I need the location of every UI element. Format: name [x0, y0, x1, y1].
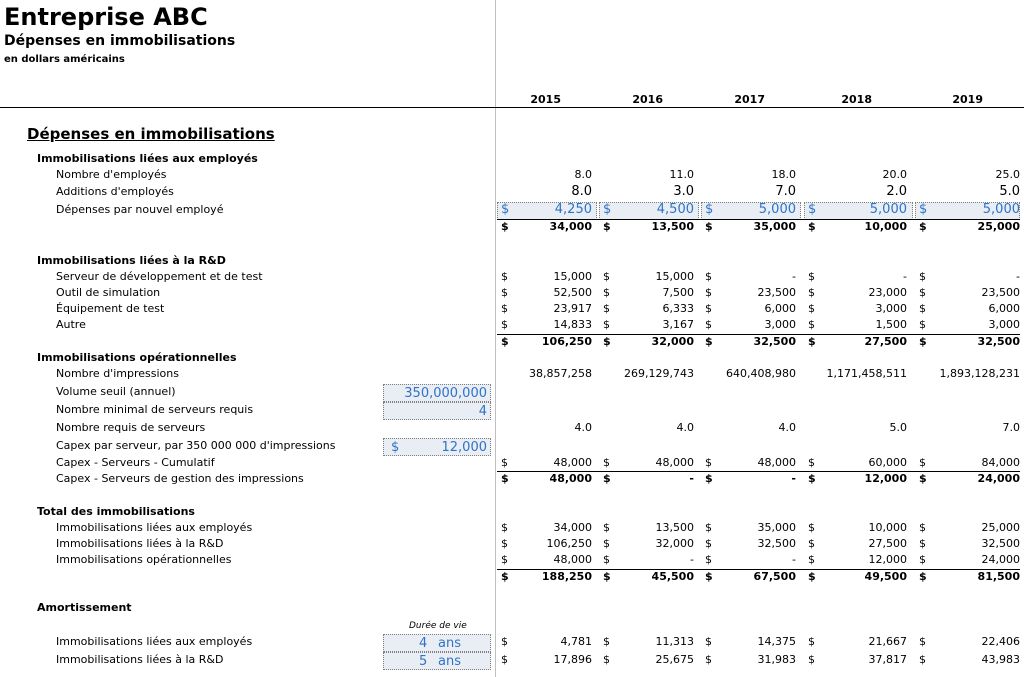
currency-symbol: $: [808, 653, 815, 666]
currency-symbol: $: [603, 456, 610, 469]
cell-value: -: [792, 553, 796, 566]
duree-rd-value: 5: [419, 654, 428, 669]
cell-value: 6,333: [662, 302, 694, 315]
report-subtitle: Dépenses en immobilisations: [4, 33, 236, 49]
currency-symbol: $: [808, 302, 815, 315]
section-title: Dépenses en immobilisations: [27, 125, 275, 143]
currency-symbol: $: [501, 335, 509, 348]
currency-symbol: $: [705, 635, 712, 648]
cell-value: 23,000: [868, 286, 907, 299]
cell-value: 15,000: [655, 270, 694, 283]
cell-value: 4,781: [560, 635, 592, 648]
currency-symbol: $: [603, 286, 610, 299]
cell-value: 5,000: [758, 202, 796, 217]
currency-symbol: $: [808, 521, 815, 534]
cell-value: 48,000: [757, 456, 796, 469]
cell-value: 24,000: [977, 472, 1020, 485]
currency-symbol: $: [808, 202, 817, 217]
cell-value: 1,171,458,511: [826, 367, 907, 380]
currency-symbol: $: [808, 318, 815, 331]
cell-value: 22,406: [981, 635, 1020, 648]
currency-symbol: $: [808, 270, 815, 283]
duree-employes-input[interactable]: [383, 634, 491, 652]
currency-symbol: $: [808, 335, 816, 348]
cell-value: 32,500: [977, 335, 1020, 348]
cell-value: 4.0: [574, 421, 592, 434]
cell-value: 106,250: [546, 537, 592, 550]
cell-value: 3.0: [673, 184, 694, 199]
currency-symbol: $: [501, 456, 508, 469]
currency-symbol: $: [501, 318, 508, 331]
currency-symbol: $: [919, 521, 926, 534]
currency-symbol: $: [808, 220, 816, 233]
cell-value: 27,500: [868, 537, 907, 550]
row-label: Dépenses par nouvel employé: [56, 203, 224, 216]
currency-symbol: $: [705, 570, 713, 583]
cell-value: 23,917: [553, 302, 592, 315]
cell-value: 12,000: [868, 553, 907, 566]
cell-value: 35,000: [753, 220, 796, 233]
cell-value: 1,893,128,231: [939, 367, 1020, 380]
currency-symbol: $: [705, 653, 712, 666]
currency-symbol: $: [705, 220, 713, 233]
cell-value: 32,000: [655, 537, 694, 550]
cell-value: 10,000: [864, 220, 907, 233]
cell-value: 4.0: [778, 421, 796, 434]
currency-symbol: $: [603, 202, 612, 217]
cell-value: 5.0: [889, 421, 907, 434]
currency-symbol: $: [808, 570, 816, 583]
row-label: Immobilisations liées aux employés: [56, 521, 253, 534]
duree-rd-unit: ans: [438, 654, 461, 669]
currency-symbol: $: [808, 635, 815, 648]
units-label: en dollars américains: [4, 54, 125, 65]
duree-rd-input[interactable]: [383, 652, 491, 670]
cell-value: 38,857,258: [529, 367, 592, 380]
cell-value: 20.0: [882, 168, 907, 181]
currency-symbol: $: [501, 286, 508, 299]
cell-value: 6,000: [764, 302, 796, 315]
currency-symbol: $: [603, 220, 611, 233]
currency-symbol: $: [501, 220, 509, 233]
cell-value: 12,000: [864, 472, 907, 485]
capex-serveur-currency: $: [391, 440, 400, 455]
currency-symbol: $: [501, 635, 508, 648]
row-header: Immobilisations liées aux employés: [37, 152, 258, 165]
column-divider: [495, 0, 496, 677]
cell-value: 21,667: [868, 635, 907, 648]
cell-value: 5,000: [982, 202, 1020, 217]
cell-value: -: [1016, 270, 1020, 283]
currency-symbol: $: [808, 537, 815, 550]
cell-value: -: [689, 472, 694, 485]
currency-symbol: $: [501, 521, 508, 534]
cell-value: 269,129,743: [624, 367, 694, 380]
cell-value: 43,983: [981, 653, 1020, 666]
cell-value: 49,500: [864, 570, 907, 583]
cell-value: 11.0: [669, 168, 694, 181]
row-header: Amortissement: [37, 601, 132, 614]
currency-symbol: $: [603, 270, 610, 283]
cell-value: 45,500: [651, 570, 694, 583]
currency-symbol: $: [501, 653, 508, 666]
row-label: Immobilisations liées à la R&D: [56, 537, 224, 550]
currency-symbol: $: [919, 553, 926, 566]
min-serveurs-input[interactable]: [383, 402, 491, 420]
cell-value: 10,000: [868, 521, 907, 534]
cell-value: -: [903, 270, 907, 283]
volume-seuil-input[interactable]: [383, 384, 491, 402]
cell-value: 11,313: [655, 635, 694, 648]
cell-value: 188,250: [541, 570, 592, 583]
cell-value: 25.0: [995, 168, 1020, 181]
cell-value: 31,983: [757, 653, 796, 666]
cell-value: 52,500: [553, 286, 592, 299]
cell-value: 1,500: [875, 318, 907, 331]
cell-value: 15,000: [553, 270, 592, 283]
row-label: Équipement de test: [56, 302, 165, 315]
currency-symbol: $: [603, 635, 610, 648]
currency-symbol: $: [603, 537, 610, 550]
cell-value: 60,000: [868, 456, 907, 469]
cell-value: 37,817: [868, 653, 907, 666]
row-label: Nombre d'impressions: [56, 367, 179, 380]
currency-symbol: $: [919, 220, 927, 233]
currency-symbol: $: [919, 635, 926, 648]
cell-value: 5.0: [999, 184, 1020, 199]
currency-symbol: $: [919, 653, 926, 666]
row-label: Capex par serveur, par 350 000 000 d'impressions: [56, 439, 336, 452]
cell-value: 14,833: [553, 318, 592, 331]
row-label: Capex - Serveurs - Cumulatif: [56, 456, 215, 469]
cell-value: 2.0: [886, 184, 907, 199]
row-label: Serveur de développement et de test: [56, 270, 263, 283]
currency-symbol: $: [808, 472, 816, 485]
cell-value: 32,000: [651, 335, 694, 348]
currency-symbol: $: [705, 456, 712, 469]
cell-value: 7,500: [662, 286, 694, 299]
cell-value: -: [792, 270, 796, 283]
cell-value: 13,500: [651, 220, 694, 233]
cell-value: 23,500: [981, 286, 1020, 299]
currency-symbol: $: [603, 318, 610, 331]
cell-value: 4.0: [676, 421, 694, 434]
cell-value: 32,500: [753, 335, 796, 348]
cell-value: 84,000: [981, 456, 1020, 469]
currency-symbol: $: [919, 537, 926, 550]
currency-symbol: $: [603, 521, 610, 534]
cell-value: 7.0: [775, 184, 796, 199]
cell-value: 8.0: [574, 168, 592, 181]
year-2018: 2018: [841, 93, 872, 106]
row-label: Outil de simulation: [56, 286, 161, 299]
cell-value: 25,000: [981, 521, 1020, 534]
cell-value: 25,000: [977, 220, 1020, 233]
cell-value: -: [690, 553, 694, 566]
cell-value: 81,500: [977, 570, 1020, 583]
currency-symbol: $: [919, 302, 926, 315]
row-label: Nombre minimal de serveurs requis: [56, 403, 254, 416]
cell-value: 32,500: [757, 537, 796, 550]
cell-value: 34,000: [549, 220, 592, 233]
row-header: Immobilisations liées à la R&D: [37, 254, 226, 267]
cell-value: 14,375: [757, 635, 796, 648]
duree-employes-value: 4: [419, 636, 428, 651]
row-label: Additions d'employés: [56, 185, 174, 198]
duree-header: Durée de vie: [409, 621, 467, 631]
currency-symbol: $: [919, 270, 926, 283]
cell-value: 48,000: [553, 553, 592, 566]
cell-value: 48,000: [553, 456, 592, 469]
row-label: Nombre d'employés: [56, 168, 167, 181]
currency-symbol: $: [808, 286, 815, 299]
currency-symbol: $: [603, 653, 610, 666]
currency-symbol: $: [705, 318, 712, 331]
year-2019: 2019: [952, 93, 983, 106]
currency-symbol: $: [919, 318, 926, 331]
year-2015: 2015: [530, 93, 561, 106]
currency-symbol: $: [705, 553, 712, 566]
currency-symbol: $: [919, 570, 927, 583]
cell-value: 24,000: [981, 553, 1020, 566]
currency-symbol: $: [705, 472, 713, 485]
row-label: Immobilisations liées aux employés: [56, 635, 253, 648]
volume-seuil-value: 350,000,000: [404, 386, 487, 401]
currency-symbol: $: [501, 553, 508, 566]
cell-value: 67,500: [753, 570, 796, 583]
currency-symbol: $: [705, 286, 712, 299]
cell-value: 48,000: [655, 456, 694, 469]
currency-symbol: $: [603, 570, 611, 583]
header-underline: [0, 107, 1024, 108]
row-label: Immobilisations opérationnelles: [56, 553, 232, 566]
currency-symbol: $: [808, 553, 815, 566]
currency-symbol: $: [919, 335, 927, 348]
capex-serveur-input[interactable]: [383, 438, 491, 456]
currency-symbol: $: [501, 537, 508, 550]
currency-symbol: $: [603, 335, 611, 348]
cell-value: 8.0: [571, 184, 592, 199]
row-header: Immobilisations opérationnelles: [37, 351, 237, 364]
cell-value: 3,000: [764, 318, 796, 331]
cell-value: 6,000: [988, 302, 1020, 315]
year-2016: 2016: [632, 93, 663, 106]
currency-symbol: $: [603, 472, 611, 485]
currency-symbol: $: [705, 270, 712, 283]
cell-value: 27,500: [864, 335, 907, 348]
company-title: Entreprise ABC: [4, 3, 208, 31]
cell-value: 106,250: [541, 335, 592, 348]
currency-symbol: $: [919, 456, 926, 469]
cell-value: 17,896: [553, 653, 592, 666]
duree-employes-unit: ans: [438, 636, 461, 651]
currency-symbol: $: [919, 472, 927, 485]
cell-value: 34,000: [553, 521, 592, 534]
cell-value: 4,500: [656, 202, 694, 217]
cell-value: 18.0: [771, 168, 796, 181]
currency-symbol: $: [501, 570, 509, 583]
min-serveurs-value: 4: [478, 404, 487, 419]
cell-value: -: [791, 472, 796, 485]
currency-symbol: $: [501, 302, 508, 315]
currency-symbol: $: [705, 302, 712, 315]
currency-symbol: $: [603, 302, 610, 315]
currency-symbol: $: [705, 335, 713, 348]
currency-symbol: $: [808, 456, 815, 469]
currency-symbol: $: [705, 537, 712, 550]
cell-value: 3,000: [988, 318, 1020, 331]
row-label: Autre: [56, 318, 86, 331]
cell-value: 25,675: [655, 653, 694, 666]
currency-symbol: $: [501, 472, 509, 485]
cell-value: 32,500: [981, 537, 1020, 550]
row-label: Volume seuil (annuel): [56, 385, 176, 398]
cell-value: 7.0: [1002, 421, 1020, 434]
cell-value: 5,000: [869, 202, 907, 217]
capex-serveur-value: 12,000: [441, 440, 487, 455]
currency-symbol: $: [603, 553, 610, 566]
row-label: Immobilisations liées à la R&D: [56, 653, 224, 666]
row-header: Total des immobilisations: [37, 505, 195, 518]
row-label: Nombre requis de serveurs: [56, 421, 206, 434]
currency-symbol: $: [501, 202, 510, 217]
currency-symbol: $: [705, 202, 714, 217]
currency-symbol: $: [705, 521, 712, 534]
cell-value: 3,000: [875, 302, 907, 315]
cell-value: 23,500: [757, 286, 796, 299]
cell-value: 4,250: [554, 202, 592, 217]
currency-symbol: $: [919, 202, 928, 217]
year-2017: 2017: [734, 93, 765, 106]
cell-value: 640,408,980: [726, 367, 796, 380]
cell-value: 48,000: [549, 472, 592, 485]
row-label: Capex - Serveurs de gestion des impressions: [56, 472, 304, 485]
cell-value: 3,167: [662, 318, 694, 331]
currency-symbol: $: [919, 286, 926, 299]
cell-value: 13,500: [655, 521, 694, 534]
currency-symbol: $: [501, 270, 508, 283]
cell-value: 35,000: [757, 521, 796, 534]
